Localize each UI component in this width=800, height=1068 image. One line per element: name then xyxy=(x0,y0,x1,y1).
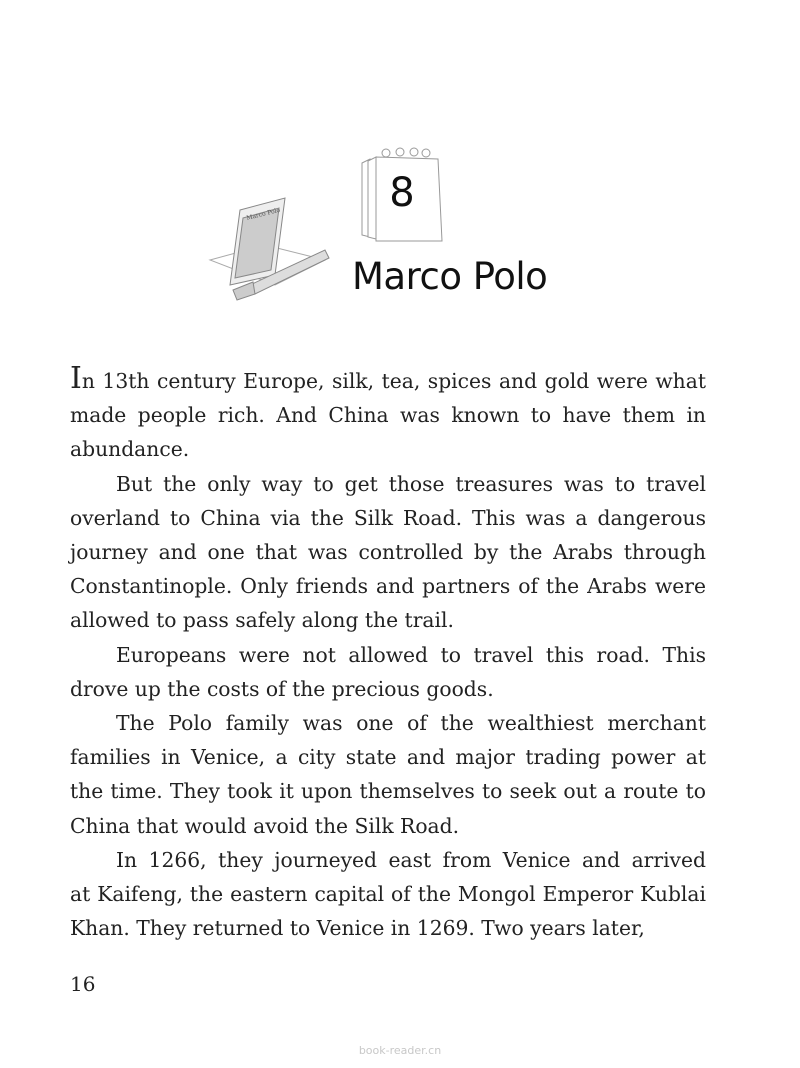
chapter-title: Marco Polo xyxy=(352,255,548,298)
drop-cap: I xyxy=(70,361,82,396)
text-line xyxy=(70,672,706,706)
body-text xyxy=(70,361,706,945)
text-line xyxy=(70,809,706,843)
watermark: book-reader.cn xyxy=(358,1044,442,1057)
text-line-content: at Kaifeng, the eastern capital of the Mongol Emperor Kublai xyxy=(70,882,706,907)
text-line xyxy=(70,638,706,672)
text-line xyxy=(70,740,706,774)
text-line-content: journey and one that was controlled by the Arabs through xyxy=(70,540,706,565)
text-line-content: In 1266, they journeyed east from Venice and arrived xyxy=(116,847,706,872)
text-line xyxy=(70,877,706,911)
text-line-content: families in Venice, a city state and major trading power at xyxy=(70,745,706,770)
text-line-content: abundance. xyxy=(70,437,190,462)
text-line xyxy=(70,361,706,398)
text-line-content: Constantinople. Only friends and partners of the Arabs were xyxy=(70,574,706,599)
text-line-content: The Polo family was one of the wealthiest merchant xyxy=(116,711,706,736)
text-line-content: allowed to pass safely along the trail. xyxy=(70,608,454,633)
text-line xyxy=(70,774,706,808)
text-line xyxy=(70,432,706,466)
text-line-content: Europeans were not allowed to travel this road. This xyxy=(116,642,706,667)
text-line-content: China that would avoid the Silk Road. xyxy=(70,813,460,838)
chapter-number: 8 xyxy=(389,170,415,216)
text-line-content: drove up the costs of the precious goods. xyxy=(70,676,494,701)
text-line xyxy=(70,398,706,432)
text-line xyxy=(70,911,706,945)
text-line xyxy=(70,603,706,637)
book-and-spyglass-illustration xyxy=(205,190,335,305)
svg-text:Marco Polo: Marco Polo xyxy=(245,206,281,222)
text-line-content: Khan. They returned to Venice in 1269. Two years later, xyxy=(70,916,645,941)
text-line-content: n 13th century Europe, silk, tea, spices and gold were what xyxy=(81,369,706,393)
text-line xyxy=(70,706,706,740)
text-line-content: the time. They took it upon themselves to seek out a route to xyxy=(70,779,706,804)
text-line xyxy=(70,843,706,877)
page-number: 16 xyxy=(70,972,96,996)
text-line-content: But the only way to get those treasures was to travel xyxy=(116,471,706,496)
text-line xyxy=(70,569,706,603)
text-line xyxy=(70,535,706,569)
text-line-content: made people rich. And China was known to have them in xyxy=(70,403,706,428)
text-line xyxy=(70,501,706,535)
text-line-content: overland to China via the Silk Road. This was a dangerous xyxy=(70,505,706,530)
text-line xyxy=(70,467,706,501)
